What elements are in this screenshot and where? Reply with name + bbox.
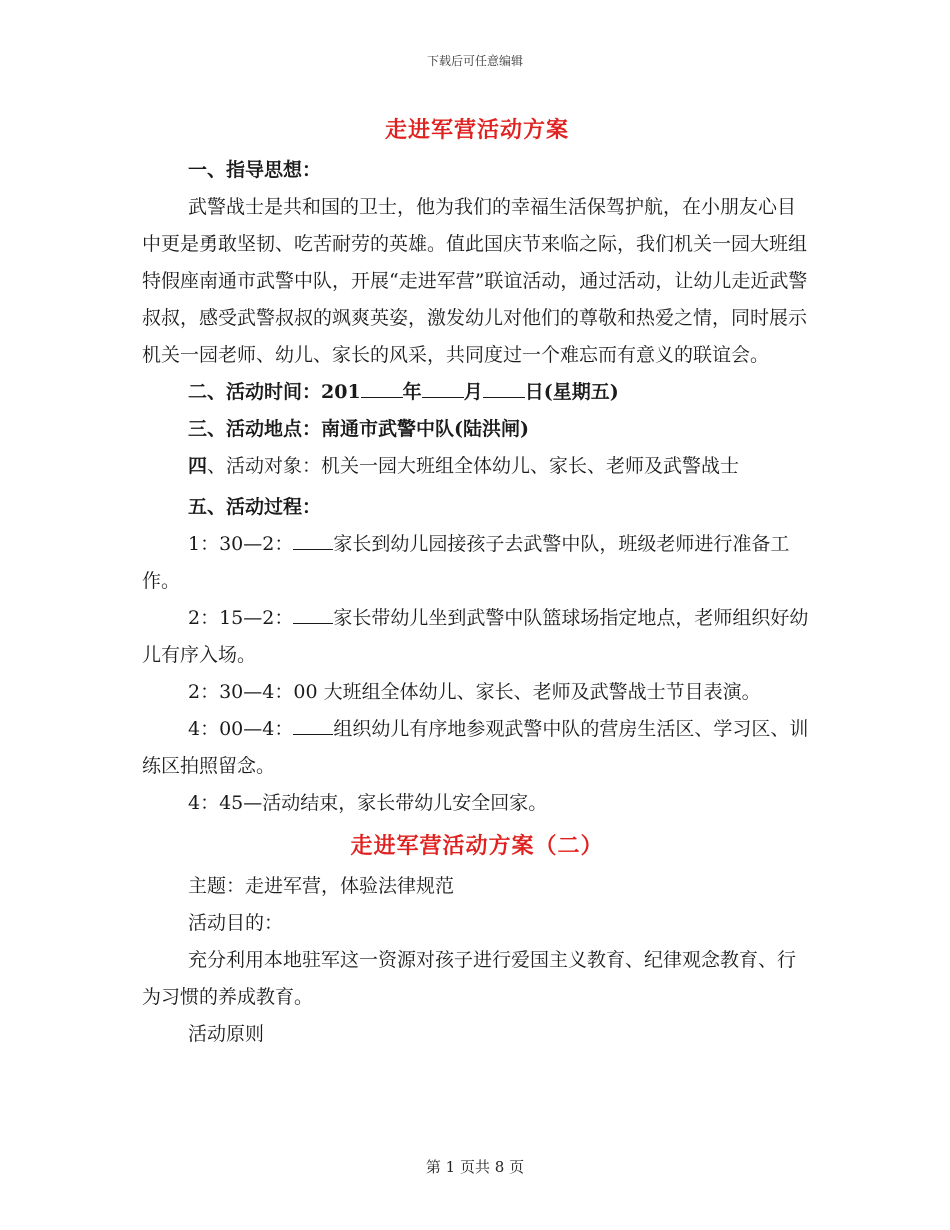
- schedule-text: 组织幼儿有序地参观武警中队的营房生活区、学习区、训练区拍照留念。: [142, 718, 809, 777]
- schedule-blank: [293, 716, 333, 735]
- schedule-blank: [293, 531, 333, 550]
- schedule-item: [142, 600, 812, 674]
- schedule-item: [142, 711, 812, 785]
- section-3-location: 三、活动地点：南通市武警中队(陆洪闸): [188, 418, 529, 440]
- schedule-text: 家长到幼儿园接孩子去武警中队，班级老师进行准备工作。: [142, 533, 790, 592]
- doc-2-title: 走进军营活动方案（二）: [350, 833, 604, 859]
- schedule-text: 大班组全体幼儿、家长、老师及武警战士节目表演。: [323, 681, 761, 703]
- doc-2-principle-heading: 活动原则: [188, 1023, 265, 1045]
- year-label: 年: [402, 381, 422, 403]
- doc-title: 走进军营活动方案: [384, 117, 569, 143]
- section-5-heading: 五、活动过程：: [188, 496, 322, 518]
- page-number: 第 1 页共 8 页: [425, 1158, 525, 1176]
- schedule-item: [142, 526, 812, 600]
- schedule-time: 4：00—4：: [188, 718, 294, 740]
- section-4-number: 四: [188, 455, 208, 477]
- document-body: [142, 108, 812, 1053]
- doc-2-purpose-heading: 活动目的：: [188, 912, 284, 934]
- schedule-text: 活动结束，家长带幼儿安全回家。: [262, 792, 548, 814]
- month-label: 月: [463, 381, 483, 403]
- month-blank: [422, 377, 464, 398]
- header-note: 下载后可任意编辑: [426, 54, 523, 68]
- day-label: 日(星期五): [524, 381, 619, 403]
- schedule-time: 2：15—2：: [188, 607, 294, 629]
- schedule-blank: [293, 605, 333, 624]
- schedule-text: 家长带幼儿坐到武警中队篮球场指定地点，老师组织好幼儿有序入场。: [142, 607, 809, 666]
- section-1-heading: 一、指导思想：: [188, 159, 322, 181]
- day-blank: [483, 377, 525, 398]
- schedule-time: 4：45—: [188, 792, 263, 814]
- year-blank: [361, 377, 403, 398]
- section-4-text: 、活动对象：机关一园大班组全体幼儿、家长、老师及武警战士: [207, 455, 740, 477]
- schedule-item: [142, 674, 812, 711]
- schedule-time: 1：30—2：: [188, 533, 294, 555]
- section-2-time: [142, 374, 812, 411]
- doc-2-purpose-body: 充分利用本地驻军这一资源对孩子进行爱国主义教育、纪律观念教育、行为习惯的养成教育。: [142, 949, 797, 1008]
- schedule-list: [142, 526, 812, 822]
- section-4-participants: [142, 448, 812, 485]
- schedule-time: 2：30—4：00: [188, 681, 318, 703]
- doc-2-theme: 主题：走进军营，体验法律规范: [188, 875, 455, 897]
- section-1-body: 武警战士是共和国的卫士，他为我们的幸福生活保驾护航，在小朋友心目中更是勇敢坚韧、吃苦耐劳的英雄。值此国庆节来临之际，我们机关一园大班组特假座南通市武警中队，开展“走进军营”联谊活动，通过活动，让幼儿走近武警叔叔，感受武警叔叔的飒爽英姿，激发幼儿对他们的尊敬和热爱之情，同时展示机关一园老师、幼儿、家长的风采，共同度过一个难忘而有意义的联谊会。: [142, 196, 808, 366]
- schedule-item: [142, 785, 812, 822]
- time-label: 二、活动时间：201: [188, 381, 361, 403]
